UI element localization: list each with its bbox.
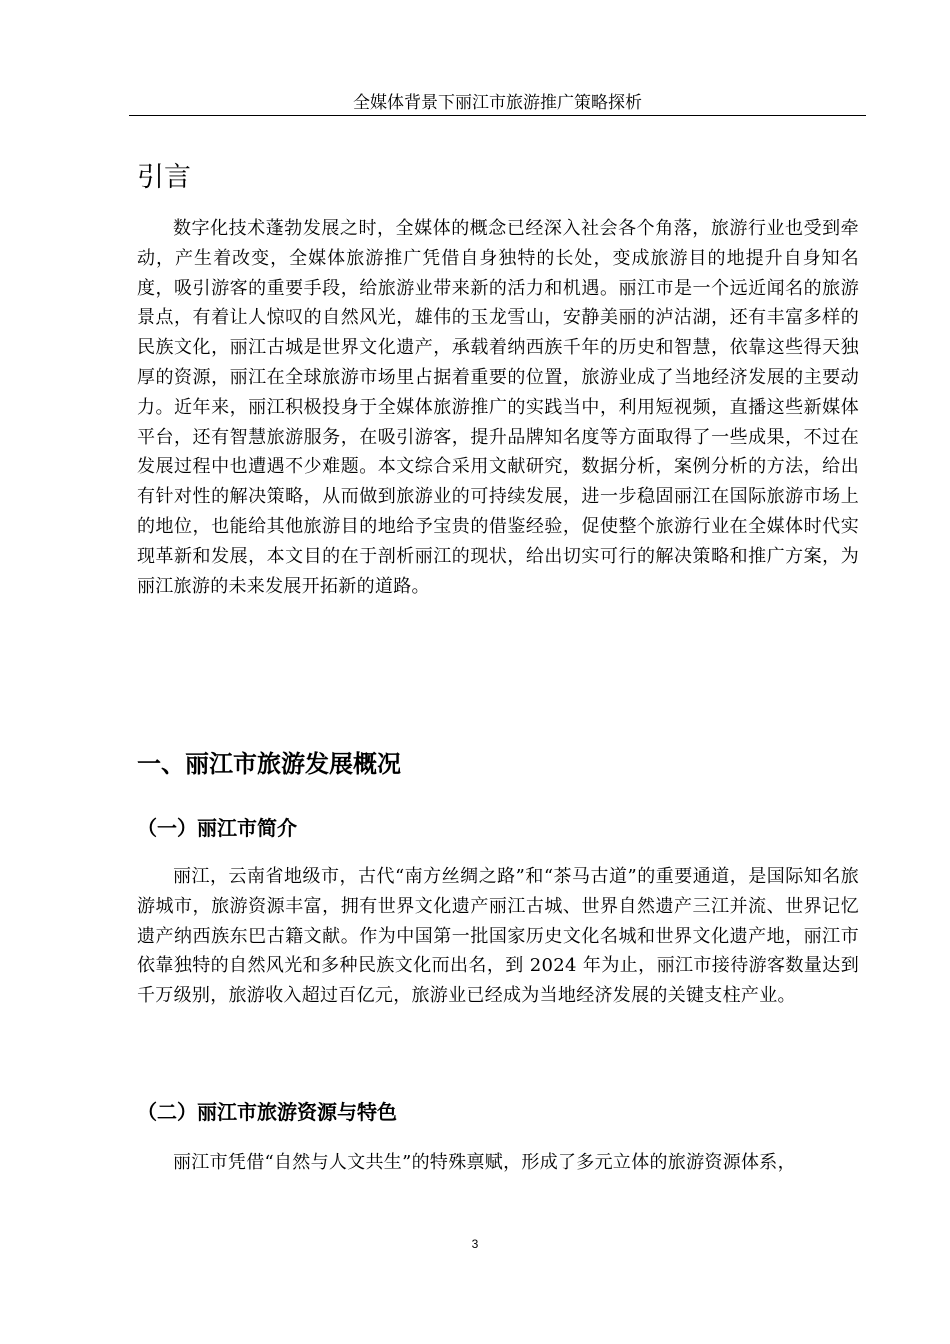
running-header: 全媒体背景下丽江市旅游推广策略探析 <box>353 93 642 113</box>
subsection-paragraph-2: 丽江市凭借“自然与人文共生”的特殊禀赋，形成了多元立体的旅游资源体系， <box>173 1152 796 1173</box>
section-heading-1: 一、丽江市旅游发展概况 <box>137 750 401 778</box>
page-number: 3 <box>471 1237 479 1251</box>
intro-paragraph: 数字化技术蓬勃发展之时，全媒体的概念已经深入社会各个角落，旅游行业也受到牵动，产生着改变，全媒体旅游推广凭借自身独特的长处，变成旅游目的地提升自身知名度，吸引游客的重要手段，给旅游业带来新的活力和机遇。丽江市是一个远近闻名的旅游景点，有着让人惊叹的自然风光，雄伟的玉龙雪山，安静美丽的泸沽湖，还有丰富多样的民族文化，丽江古城是世界文化遗产，承载着纳西族千年的历史和智慧，依靠这些得天独厚的资源，丽江在全球旅游市场里占据着重要的位置，旅游业成了当地经济发展的主要动力。近年来，丽江积极投身于全媒体旅游推广的实践当中，利用短视频，直播这些新媒体平台，还有智慧旅游服务，在吸引游客，提升品牌知名度等方面取得了一些成果，不过在发展过程中也遭遇不少难题。本文综合采用文献研究，数据分析，案例分析的方法，给出有针对性的解决策略，从而做到旅游业的可持续发展，进一步稳固丽江在国际旅游市场上的地位，也能给其他旅游目的地给予宝贵的借鉴经验，促使整个旅游行业在全媒体时代实现革新和发展，本文目的在于剖析丽江的现状，给出切实可行的解决策略和推广方案，为丽江旅游的未来发展开拓新的道路。 <box>137 218 859 597</box>
header-divider <box>129 115 866 116</box>
intro-heading: 引言 <box>137 162 191 193</box>
subsection-heading-2: （二）丽江市旅游资源与特色 <box>137 1100 397 1124</box>
subsection-heading-1: （一）丽江市简介 <box>137 816 297 840</box>
subsection-paragraph-1: 丽江，云南省地级市，古代“南方丝绸之路”和“茶马古道”的重要通道，是国际知名旅游城市，旅游资源丰富，拥有世界文化遗产丽江古城、世界自然遗产三江并流、世界记忆遗产纳西族东巴古籍文献。作为中国第一批国家历史文化名城和世界文化遗产地，丽江市依靠独特的自然风光和多种民族文化而出名，到 2024 年为止，丽江市接待游客数量达到千万级别，旅游收入超过百亿元，旅游业已经成为当地经济发展的关键支柱产业。 <box>137 866 859 1007</box>
